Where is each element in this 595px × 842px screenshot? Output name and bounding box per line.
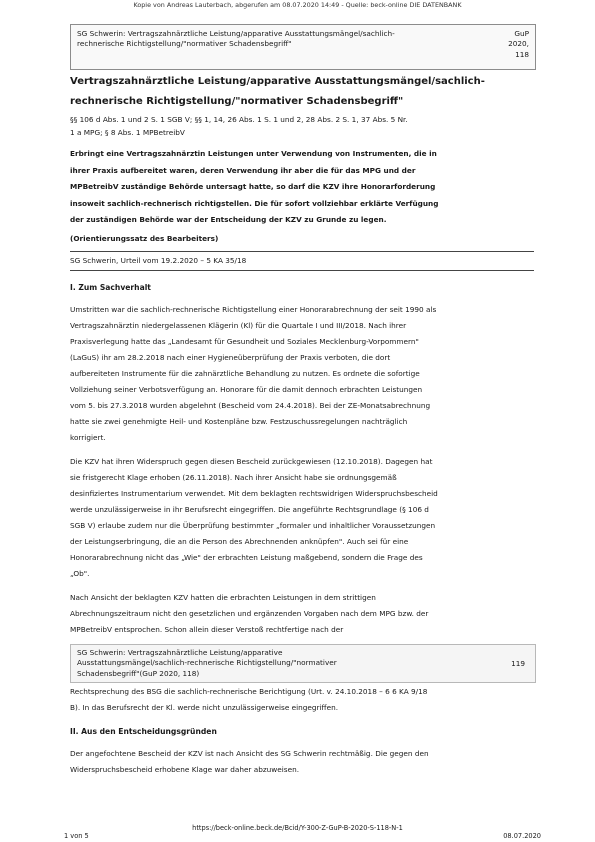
text-line: aufbereiteten Instrumente für die zahnärztliche Behandlung zu nutzen. Es ordnete die sofortige — [70, 369, 420, 378]
text-line: SGB V) erlaube zudem nur die Überprüfung bestimmter „formaler und inhaltlicher Voraussetzungen — [70, 521, 436, 530]
guiding-line: Erbringt eine Vertragszahnärztin Leistungen unter Verwendung von Instrumenten, die in — [70, 149, 437, 158]
paragraph-continuation — [70, 684, 534, 716]
article-title — [70, 72, 534, 111]
guiding-line: MPBetreibV zuständige Behörde untersagt hatte, so darf die KZV ihre Honorarforderung — [70, 182, 436, 191]
text-line: korrigiert. — [70, 433, 106, 442]
text-line: Abrechnungszeitraum nicht den gesetzlichen und ergänzenden Vorgaben nach dem MPG bzw. der — [70, 609, 429, 618]
section-heading-reasons: II. Aus den Entscheidungsgründen — [70, 727, 217, 736]
text-line: werde unzulässigerweise in ihr Berufsrecht eingegriffen. Die angeführte Rechtsgrundlage (§ 106 d — [70, 505, 429, 514]
citation-header-box — [70, 24, 536, 70]
text-line: desinfiziertes Instrumentarium verwendet. Mit dem beklagten rechtswidrigen Widerspruchsbescheid — [70, 489, 438, 498]
text-line: „Ob". — [70, 569, 90, 578]
text-line: sie fristgerecht Klage erhoben (26.11.2018). Nach ihrer Ansicht habe sie ordnungsgemäß — [70, 473, 397, 482]
header-line: SG Schwerin: Vertragszahnärztliche Leistung/apparative Ausstattungsmängel/sachlich- — [77, 29, 395, 38]
text-line: Umstritten war die sachlich-rechnerische Richtigstellung einer Honorarabrechnung der seit 1990 als — [70, 305, 437, 314]
source-page-number: 119 — [511, 659, 525, 668]
footer-url[interactable]: https://beck-online.beck.de/Bcid/Y-300-Z-GuP-B-2020-S-118-N-1 — [192, 824, 403, 832]
text-line: Vertragszahnärztin niedergelassenen Klägerin (Kl) für die Quartale I und III/2018. Nach ihrer — [70, 321, 407, 330]
title-line: rechnerische Richtigstellung/"normativer Schadensbegriff" — [70, 95, 404, 107]
footer-page-count: 1 von 5 — [64, 832, 89, 840]
text-line: der Leistungserbringung, die an die Person des Abrechnenden anknüpfen". Auch sei für eine — [70, 537, 409, 546]
text-line: B). In das Berufsrecht der Kl. werde nicht unzulässigerweise eingegriffen. — [70, 703, 339, 712]
citation-line: SG Schwerin: Vertragszahnärztliche Leistung/apparative — [77, 648, 283, 657]
paragraph-facts — [70, 302, 534, 446]
reference-line: GuP — [514, 29, 529, 38]
text-line: Der angefochtene Bescheid der KZV ist nach Ansicht des SG Schwerin rechtmäßig. Die gegen den — [70, 749, 429, 758]
text-line: Praxisverlegung hatte das „Landesamt für Gesundheit und Soziales Mecklenburg-Vorpommern" — [70, 337, 419, 346]
paragraph-objection — [70, 454, 534, 582]
citation-line: Ausstattungsmängel/sachlich-rechnerische Richtigstellung/"normativer — [77, 658, 337, 668]
guiding-principle — [70, 146, 534, 229]
paragraph-defendant-view — [70, 590, 534, 638]
text-line: MPBetreibV entsprochen. Schon allein dieser Verstoß rechtfertige nach der — [70, 625, 344, 634]
page-break-citation-box — [70, 644, 536, 683]
header-line: rechnerische Richtigstellung/"normativer Schadensbegriff" — [77, 39, 292, 49]
citation-reference — [508, 29, 529, 60]
orientation-note: (Orientierungssatz des Bearbeiters) — [70, 234, 219, 243]
footer-date: 08.07.2020 — [503, 832, 541, 840]
title-line: Vertragszahnärztliche Leistung/apparative Ausstattungsmängel/sachlich- — [70, 76, 485, 87]
text-line: Die KZV hat ihren Widerspruch gegen diesen Bescheid zurückgewiesen (12.10.2018). Dagegen hat — [70, 457, 433, 466]
norms-line: §§ 106 d Abs. 1 und 2 S. 1 SGB V; §§ 1, 14, 26 Abs. 1 S. 1 und 2, 28 Abs. 2 S. 1, 37 Abs. 5 Nr. — [70, 115, 408, 124]
text-line: Honorarabrechnung nicht das „Wie" der erbrachten Leistung maßgebend, sondern die Frage des — [70, 553, 423, 562]
text-line: Nach Ansicht der beklagten KZV hatten die erbrachten Leistungen in dem strittigen — [70, 593, 376, 602]
text-line: vom 5. bis 27.3.2018 wurden abgelehnt (Bescheid vom 24.4.2018). Bei der ZE-Monatsabrechnung — [70, 401, 431, 410]
text-line: Widerspruchsbescheid erhobene Klage war daher abzuweisen. — [70, 765, 300, 774]
text-line: hatte sie zwei genehmigte Heil- und Kostenpläne bzw. Festzuschussregelungen nachträglich — [70, 417, 408, 426]
guiding-line: der zuständigen Behörde war der Entscheidung der KZV zu Grunde zu legen. — [70, 215, 387, 224]
norms-line: 1 a MPG; § 8 Abs. 1 MPBetreibV — [70, 127, 185, 137]
text-line: Rechtsprechung des BSG die sachlich-rechnerische Berichtigung (Urt. v. 24.10.2018 – 6 6 KA 9/18 — [70, 687, 428, 696]
reference-line: 2020, — [508, 39, 529, 49]
paragraph-reasons — [70, 746, 534, 778]
page-break-citation-text — [77, 648, 477, 679]
citation-header-text — [77, 29, 497, 50]
legal-norms — [70, 114, 534, 139]
case-citation: SG Schwerin, Urteil vom 19.2.2020 – 5 KA 35/18 — [70, 251, 534, 271]
section-heading-facts: I. Zum Sachverhalt — [70, 283, 151, 292]
citation-line: Schadensbegriff"(GuP 2020, 118) — [77, 668, 200, 678]
reference-line: 118 — [515, 49, 529, 59]
source-watermark: Kopie von Andreas Lauterbach, abgerufen am 08.07.2020 14:49 - Quelle: beck-online DIE DATENBANK — [133, 1, 462, 9]
guiding-line: insoweit sachlich-rechnerisch richtigstellen. Die für sofort vollziehbar erklärte Verfügung — [70, 198, 439, 208]
guiding-line: ihrer Praxis aufbereitet waren, deren Verwendung ihr aber die für das MPG und der — [70, 165, 416, 175]
text-line: Vollziehung seiner Verbotsverfügung an. Honorare für die damit dennoch erbrachten Leistungen — [70, 385, 423, 394]
text-line: (LaGuS) ihr am 28.2.2018 nach einer Hygieneüberprüfung der Praxis verboten, die dort — [70, 353, 391, 362]
